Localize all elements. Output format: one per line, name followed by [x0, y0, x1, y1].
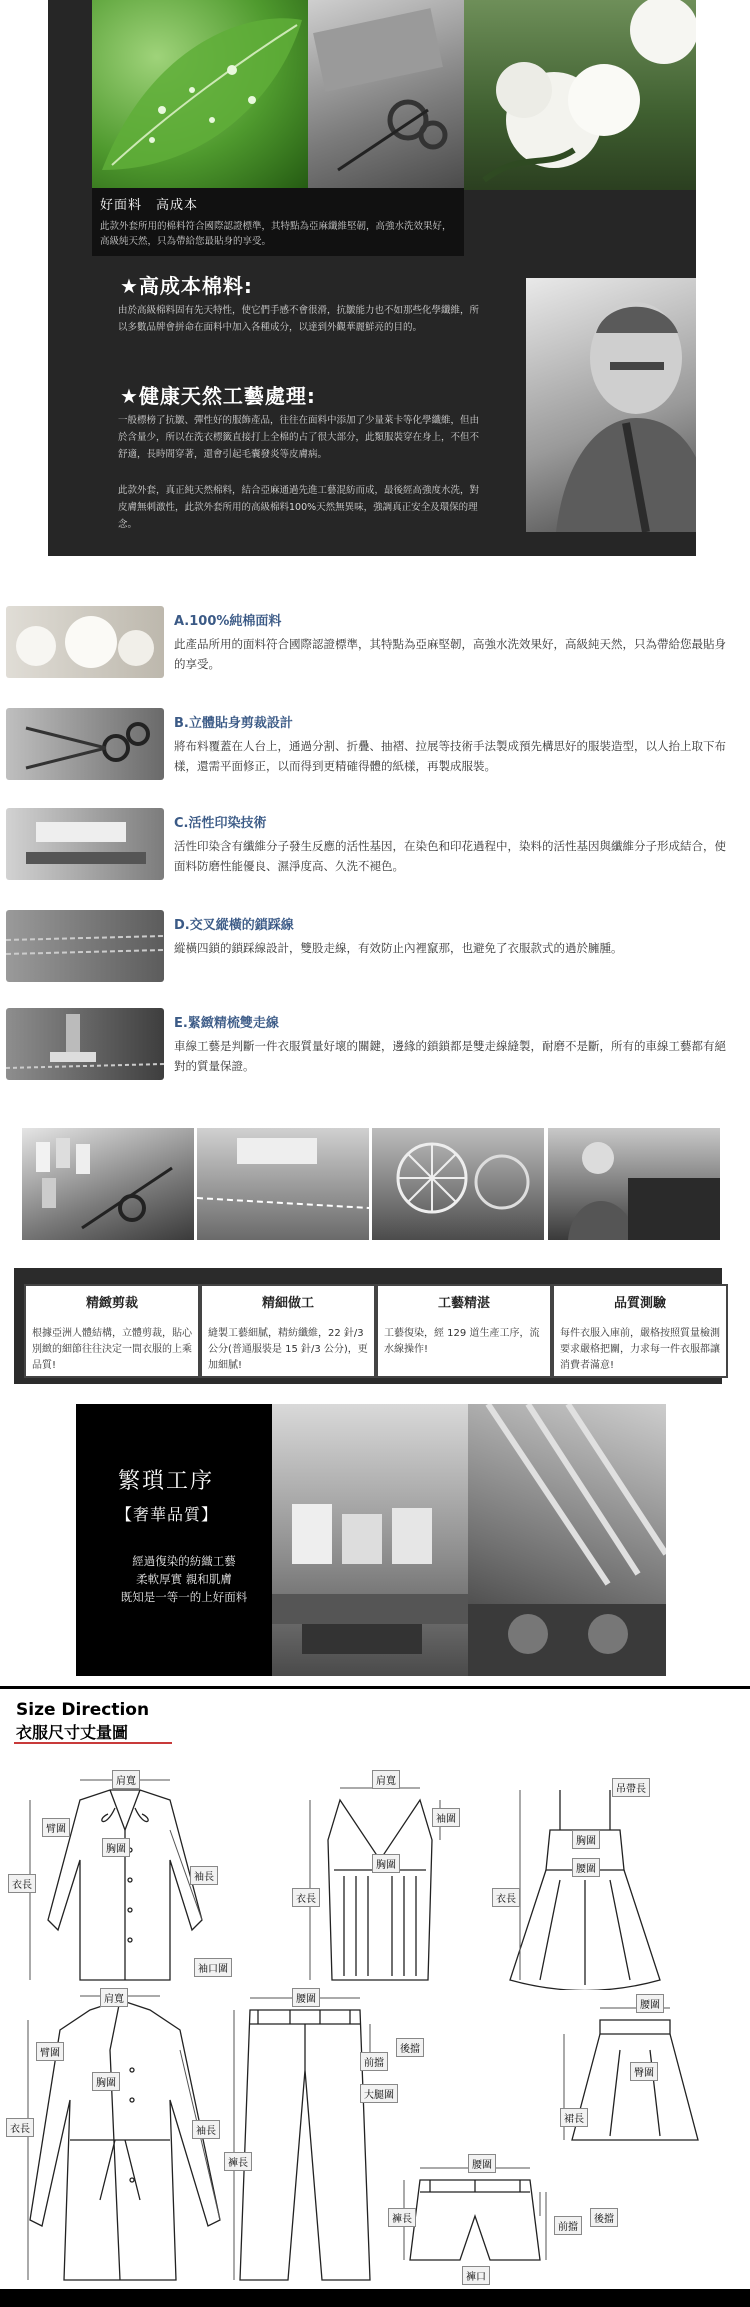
- feature-item-double-stitch: [6, 1008, 726, 1084]
- label-armhole: 臂圍: [36, 2042, 64, 2061]
- feature-text: 將布料覆蓋在人台上，通過分割、折疊、抽褶、拉展等技術手法製成預先構思好的服裝造型，以人抬上取下布樣，還需平面修正，以而得到更精確得體的紙樣，再製成服裝。: [174, 739, 726, 773]
- sewing-photo: [197, 1128, 369, 1240]
- process-panel: [76, 1404, 666, 1676]
- feature-item-dyeing: [6, 808, 726, 884]
- paragraph-cotton: 此款外套，真正純天然棉料，結合亞麻通過先進工藝混紡而成，最後經高強度水洗，對皮膚無刺激性，此款外套所用的高級棉料100%天然無異味，強調真正安全及環保的理念。: [118, 485, 480, 530]
- feature-title: B.立體貼身剪裁設計: [174, 716, 293, 731]
- process-line: 經過復染的紡織工藝: [132, 1554, 236, 1568]
- shorts-diagram: [400, 2160, 550, 2280]
- craft-title: 品質測驗: [613, 1296, 666, 1311]
- craft-title: 精細做工: [261, 1296, 314, 1311]
- craft-title: 精緻剪裁: [85, 1296, 138, 1311]
- feature-text: 縱橫四鎖的鎖踩線設計，雙股走線，有效防止內裡竄那，也避免了衣服款式的過於臃腫。: [174, 941, 623, 955]
- craft-card-process: [376, 1284, 552, 1378]
- label-armhole: 臂圍: [42, 1818, 70, 1837]
- label-length: 衣長: [292, 1888, 320, 1907]
- title-underline: [14, 1742, 172, 1744]
- fabric-caption: [92, 188, 464, 256]
- craft-text: 縫製工藝細膩，精紡纖維，22 針/3 公分(普通服裝是 15 針/3 公分)，更加細膩!: [208, 1328, 368, 1371]
- feature-item-stitching: [6, 910, 716, 986]
- machinery-photo: [468, 1404, 666, 1676]
- heading-natural: ★健康天然工藝處理:: [120, 384, 316, 408]
- label-thigh: 大腿圍: [360, 2084, 398, 2103]
- craft-card-workmanship: [200, 1284, 376, 1378]
- label-hem: 褲口: [462, 2266, 490, 2285]
- label-armhole: 袖圍: [432, 1808, 460, 1827]
- feature-title: E.緊緻精梳雙走線: [174, 1016, 279, 1031]
- factory-photo: [272, 1404, 468, 1676]
- label-hip: 臀圍: [630, 2062, 658, 2081]
- label-pants-length: 褲長: [388, 2208, 416, 2227]
- label-length: 衣長: [492, 1888, 520, 1907]
- label-strap: 吊帶長: [612, 1778, 650, 1797]
- cotton-plant-photo: [464, 0, 696, 190]
- feature-text: 此產品所用的面料符合國際認證標準，其特點為亞麻堅韌，高強水洗效果好，高級純天然，只為帶給您最貼身的享受。: [174, 637, 726, 671]
- label-chest: 胸圍: [102, 1838, 130, 1857]
- scissors-thumb: [6, 708, 164, 780]
- label-skirt-length: 裙長: [560, 2108, 588, 2127]
- coat-diagram: [20, 1990, 230, 2290]
- craft-card-quality: [552, 1284, 728, 1378]
- label-length: 衣長: [6, 2118, 34, 2137]
- label-chest: 胸圍: [372, 1854, 400, 1873]
- label-shoulder: 肩寬: [112, 1770, 140, 1789]
- label-length: 衣長: [8, 1874, 36, 1893]
- label-sleeve: 袖長: [190, 1866, 218, 1885]
- intro-panel: [48, 0, 696, 556]
- feature-item-cotton: [6, 606, 726, 682]
- caption-text: 此款外套所用的棉料符合國際認證標準，其特點為亞麻纖維堅韌，高強水洗效果好，高級純天然，只為帶給您最貼身的享受。: [100, 221, 452, 247]
- craft-card-cutting: [24, 1284, 200, 1378]
- dress-diagram: [500, 1780, 670, 1990]
- feature-text: 活性印染含有纖維分子發生反應的活性基因，在染色和印花過程中，染料的活性基因與纖維分子形成結合，使面料防磨性能優良、濕淨度高、久洗不褪色。: [174, 839, 726, 873]
- label-chest: 胸圍: [92, 2072, 120, 2091]
- size-direction-panel: [0, 1690, 750, 2307]
- craft-title: 工藝精湛: [437, 1296, 490, 1311]
- process-title: 繁瑣工序: [118, 1469, 215, 1494]
- caption-title: 好面料 高成本: [100, 198, 199, 213]
- label-waist: 腰圍: [292, 1988, 320, 2007]
- pants-diagram: [230, 1990, 380, 2290]
- quality-worker-photo: [548, 1128, 720, 1240]
- label-pants-length: 褲長: [224, 2152, 252, 2171]
- sewing-tools-photo: [308, 0, 464, 190]
- label-front-rise: 前擋: [360, 2052, 388, 2071]
- tailor-portrait-photo: [526, 278, 696, 532]
- label-front-rise: 前擋: [554, 2216, 582, 2235]
- loom-photo: [372, 1128, 544, 1240]
- label-shoulder: 肩寬: [372, 1770, 400, 1789]
- craft-text: 工藝復染，經 129 道生產工序，流水線操作!: [384, 1328, 540, 1355]
- process-line: 既知是一等一的上好面料: [120, 1590, 248, 1604]
- label-back-rise: 後擋: [590, 2208, 618, 2227]
- label-shoulder: 肩寬: [100, 1988, 128, 2007]
- label-back-rise: 後擋: [396, 2038, 424, 2057]
- craft-text: 根據亞洲人體結構，立體剪裁，貼心別緻的細節往往決定一間衣服的上乘品質!: [32, 1328, 192, 1371]
- process-subtitle: 【奢華品質】: [116, 1505, 219, 1524]
- label-cuff: 袖口圍: [194, 1958, 232, 1977]
- thread-spools-photo: [22, 1128, 194, 1240]
- feature-title: D.交叉縱橫的鎖踩線: [174, 918, 294, 933]
- process-text: [96, 1552, 272, 1606]
- feature-title: C.活性印染技術: [174, 816, 267, 831]
- feature-item-tailoring: [6, 708, 726, 784]
- paragraph-natural: 一般標榜了抗皺、彈性好的服飾產品，往往在面料中添加了少量萊卡等化學纖維，但由於含量少，所以在洗衣標籤直接打上全棉的占了很大部分，此類服裝穿在身上，不但不舒適，長時間穿著，還會引起毛囊發炎等皮膚病。: [118, 415, 480, 460]
- label-waist: 腰圍: [468, 2154, 496, 2173]
- heading-cost: ★高成本棉料:: [120, 274, 253, 298]
- size-title-en: Size Direction: [16, 1700, 150, 1720]
- stitching-thumb: [6, 910, 164, 982]
- size-title-zh: 衣服尺寸丈量圖: [16, 1723, 129, 1742]
- craft-text: 每件衣服入庫前，嚴格按照質量檢測要求嚴格把關，力求每一件衣服都讓消費者滿意!: [560, 1328, 720, 1371]
- section-divider: [0, 1686, 750, 1689]
- paragraph-cost: 由於高級棉料固有先天特性，使它們手感不會很滑，抗皺能力也不如那些化學纖維，所以多數品牌會拼命在面料中加入各種成分，以達到外觀華麗鮮亮的目的。: [118, 305, 480, 333]
- feature-title: A.100%純棉面料: [174, 614, 282, 629]
- label-sleeve: 袖長: [192, 2120, 220, 2139]
- sewing-machine-thumb: [6, 808, 164, 880]
- presser-foot-thumb: [6, 1008, 164, 1080]
- label-waist: 腰圍: [572, 1858, 600, 1877]
- cotton-thumb: [6, 606, 164, 678]
- leaf-water-photo: [92, 0, 308, 190]
- process-line: 柔軟厚實 親和肌膚: [136, 1572, 232, 1586]
- feature-text: 車線工藝是判斷一件衣服質量好壞的關鍵，邊緣的鎖鎖都是雙走線縫製，耐磨不是斷，所有的車線工藝都有絕對的質量保證。: [174, 1039, 726, 1073]
- label-chest: 胸圍: [572, 1830, 600, 1849]
- label-waist: 腰圍: [636, 1994, 664, 2013]
